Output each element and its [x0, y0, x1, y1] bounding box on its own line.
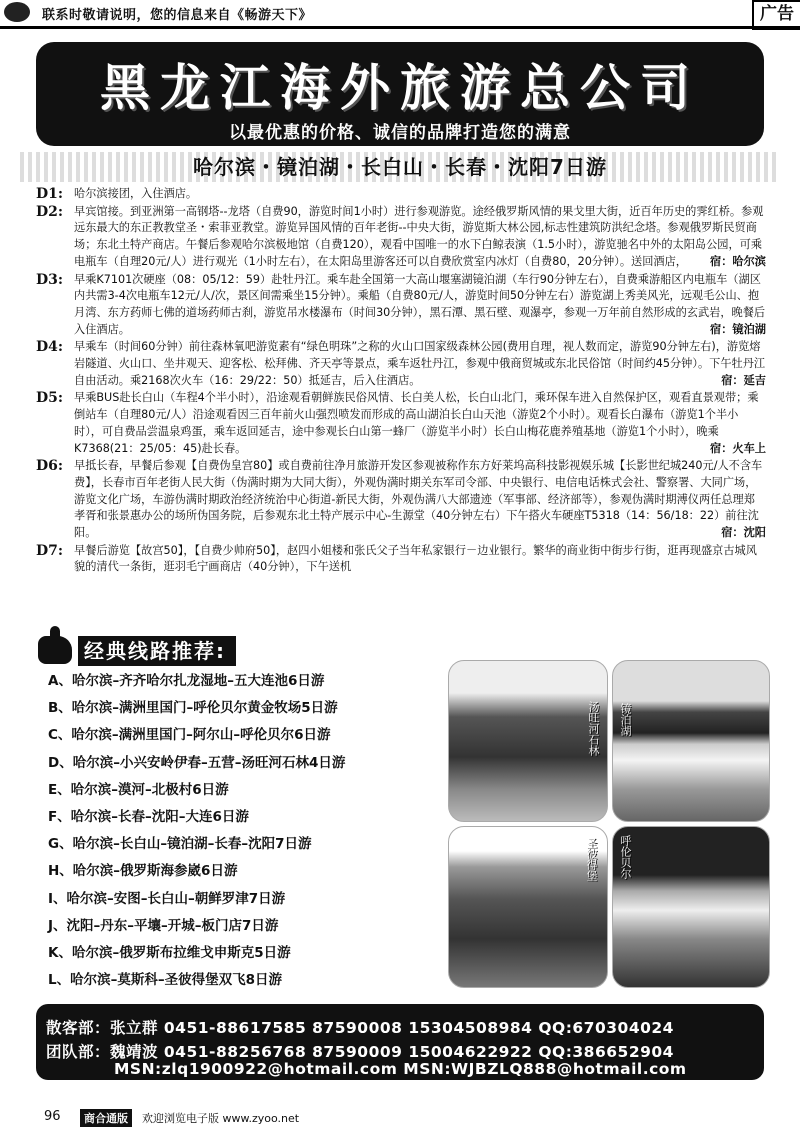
day-stay: 宿：延吉 [721, 373, 766, 387]
day-4 [36, 339, 766, 389]
day-2 [36, 204, 766, 271]
day-text: 早乘K7101次硬座（08：05/12：59）赴牡丹江。乘车赴全国第一大高山堰塞湖镜泊湖（车行90分钟左右），自费乘游船区内电瓶车（湖区内共需3-4次电瓶车12元/人/次，景区间需乘坐15分钟）。乘船（自费80元/人，游览时间50分钟左右）游览湖上秀美风光，远观毛公山、抱月湾、东方药师七佛的道场药师古刹，游览吊水楼瀑布（时间30分钟），黑石潭、黑石壁、观瀑亭，参观一万年前自然形成的玄武岩，晚餐后入住酒店。 [74, 272, 766, 336]
photo-caption: 呼伦贝尔 [619, 835, 632, 879]
route-item: B、哈尔滨–满洲里国门–呼伦贝尔黄金牧场5日游 [48, 700, 338, 717]
day-stay: 宿：哈尔滨 [710, 254, 766, 268]
day-stay: 宿：火车上 [710, 441, 766, 455]
day-label: D2: [36, 203, 64, 220]
contact-individual: 散客部：张立群 0451-88617585 87590008 15304508984 QQ:670304024 [46, 1019, 674, 1037]
ad-tag: 广告 [752, 0, 800, 30]
route-item: D、哈尔滨–小兴安岭伊春–五营–汤旺河石林4日游 [48, 754, 346, 771]
photo-grassland [612, 826, 770, 988]
itinerary [36, 186, 766, 577]
day-3 [36, 272, 766, 339]
day-text: 早餐后游览【故宫50】，【自费少帅府50】，赵四小姐楼和张氏父子当年私家银行－边业银行。繁华的商业街中街步行街，逛再现盛京古城风貌的清代一条街，逛羽毛宁画商店（40分钟），下午送机 [74, 543, 757, 574]
photo-caption: 圣彼得堡 [585, 837, 598, 881]
day-label: D4: [36, 339, 64, 356]
route-item: J、沈阳–丹东–平壤–开城–板门店7日游 [48, 917, 279, 934]
footer-brand: 商合通版 [80, 1109, 132, 1127]
company-name: 黑龙江海外旅游总公司 [100, 59, 700, 117]
day-5 [36, 390, 766, 457]
contact-msn: MSN:zlq1900922@hotmail.com MSN:WJBZLQ888@hotmail.com [114, 1060, 687, 1078]
day-label: D7: [36, 542, 64, 559]
route-item: E、哈尔滨–漠河–北极村6日游 [48, 781, 229, 798]
route-list [48, 668, 448, 994]
photo-waterfall [612, 660, 770, 822]
footer [0, 1107, 800, 1127]
day-label: D1: [36, 186, 64, 202]
day-7 [36, 543, 766, 576]
day-label: D5: [36, 390, 64, 407]
route-item: L、哈尔滨–莫斯科–圣彼得堡双飞8日游 [48, 972, 282, 989]
page-number: 96 [44, 1109, 61, 1124]
day-1 [36, 186, 766, 203]
recommend-header [36, 636, 286, 666]
day-text: 早抵长春，早餐后参观【自费伪皇宫80】或自费前往净月旅游开发区参观被称作东方好莱坞高科技影视娱乐城【长影世纪城240元/人不含车费】，长春市百年老街人民大街（伪满时期为大同大街），外观伪满时期关东军司令部、中央银行、电信电话株式会社、警察署、大同广场，游览文化广场，车游伪满时期政治经济统治中心街道-新民大街，外观伪满八大部遗迹（军事部、经济部等），参观伪满时期溥仪两任总理郑孝胥和张景惠办公的场所伪国务院，后参观东北土特产展示中心-生源堂（40分钟左右）下午搭火车硬座T5318（14：56/18：22）前往沈阳。 [74, 459, 763, 540]
contact-group: 团队部：魏靖波 0451-88256768 87590009 15004622922 QQ:386652904 [46, 1043, 674, 1061]
day-stay: 宿：镜泊湖 [710, 322, 766, 336]
slogan: 以最优惠的价格、诚信的品牌打造您的满意 [229, 123, 571, 143]
top-bar [0, 0, 800, 26]
route-item: A、哈尔滨–齐齐哈尔扎龙湿地–五大连池6日游 [48, 673, 325, 689]
day-text: 早乘车（时间60分钟）前往森林氧吧游览素有“绿色明珠”之称的火山口国家级森林公园(费用自理，视人数而定，游览90分钟左右)，游览熔岩隧道、火山口、坐井观天、迎客松、松拜佛、齐天亭等景点，乘车返牡丹江，参观中俄商贸城或东北民俗馆（时间约45分钟）。下午牡丹江自由活动。乘2168次火车（16：29/22：50）抵延吉，后入住酒店。 [74, 340, 766, 387]
route-item: K、哈尔滨–俄罗斯布拉维戈申斯克5日游 [48, 944, 291, 961]
day-label: D3: [36, 271, 64, 288]
magazine-logo-icon [4, 2, 30, 22]
day-text: 早宾馆接。到亚洲第一高钢塔--龙塔（自费90，游览时间1小时）进行参观游览。途经俄罗斯风情的果戈里大街，近百年历史的霁红桥。参观远东最大的东正教教堂圣・索菲亚教堂。游览异国风情的百年老街--中央大街，游览斯大林公园,标志性建筑防洪纪念塔。参观俄罗斯民贸商场；东北土特产商店。午餐后参观哈尔滨极地馆（自费120），观看中国唯一的水下白鲸表演（1.5小时），游览驰名中外的太阳岛公园，可乘电瓶车（自理20元/人）进行观光（1小时左右），在太阳岛里游客还可以自费欣赏室内冰灯（自费80，20分钟）。送回酒店， [74, 204, 764, 268]
route-item: G、哈尔滨–长白山–镜泊湖–长春–沈阳7日游 [48, 836, 312, 853]
thumbs-up-icon [38, 636, 72, 664]
day-label: D6: [36, 458, 64, 475]
header-banner [36, 42, 764, 146]
top-divider [0, 26, 800, 29]
route-title: 哈尔滨・镜泊湖・长白山・长春・沈阳7日游 [20, 152, 780, 182]
route-item: C、哈尔滨–满洲里国门–阿尔山–呼伦贝尔6日游 [48, 727, 331, 744]
recommend-title: 经典线路推荐: [78, 636, 236, 666]
photo-cathedral [448, 826, 608, 988]
route-item: I、哈尔滨–安图–长白山–朝鲜罗津7日游 [48, 890, 286, 907]
source-notice: 联系时敬请说明，您的信息来自《畅游天下》 [42, 8, 313, 23]
route-item: F、哈尔滨–长春–沈阳–大连6日游 [48, 808, 249, 825]
day-stay: 宿：沈阳 [721, 526, 766, 540]
footer-website: 欢迎浏览电子版 www.zyoo.net [142, 1112, 300, 1125]
day-text: 早乘BUS赴长白山（车程4个半小时），沿途观看朝鲜族民俗风情、长白美人松，长白山北门，乘环保车进入自然保护区，观看直景观带；乘倒站车（自理80元/人）沿途观看因三百年前火山强烈喷发而形成的高山湖泊长白山天池（游览2个小时）。观看长白瀑布（游览1个半小时），可自费品尝温泉鸡蛋，乘车返回延吉，途中参观长白山第一蜂厂（游览半小时）长白山梅花鹿养殖基地（游览1个小时），晚乘K7368(21：25/05：45)赴长春。 [74, 391, 759, 455]
day-text: 哈尔滨接团，入住酒店。 [74, 187, 198, 200]
photo-caption: 镜泊湖 [619, 703, 632, 736]
contact-box [36, 1004, 764, 1080]
route-item: H、哈尔滨–俄罗斯海参崴6日游 [48, 863, 238, 880]
photo-stone-forest [448, 660, 608, 822]
day-6 [36, 458, 766, 542]
photo-caption: 汤旺河石林 [587, 701, 600, 756]
